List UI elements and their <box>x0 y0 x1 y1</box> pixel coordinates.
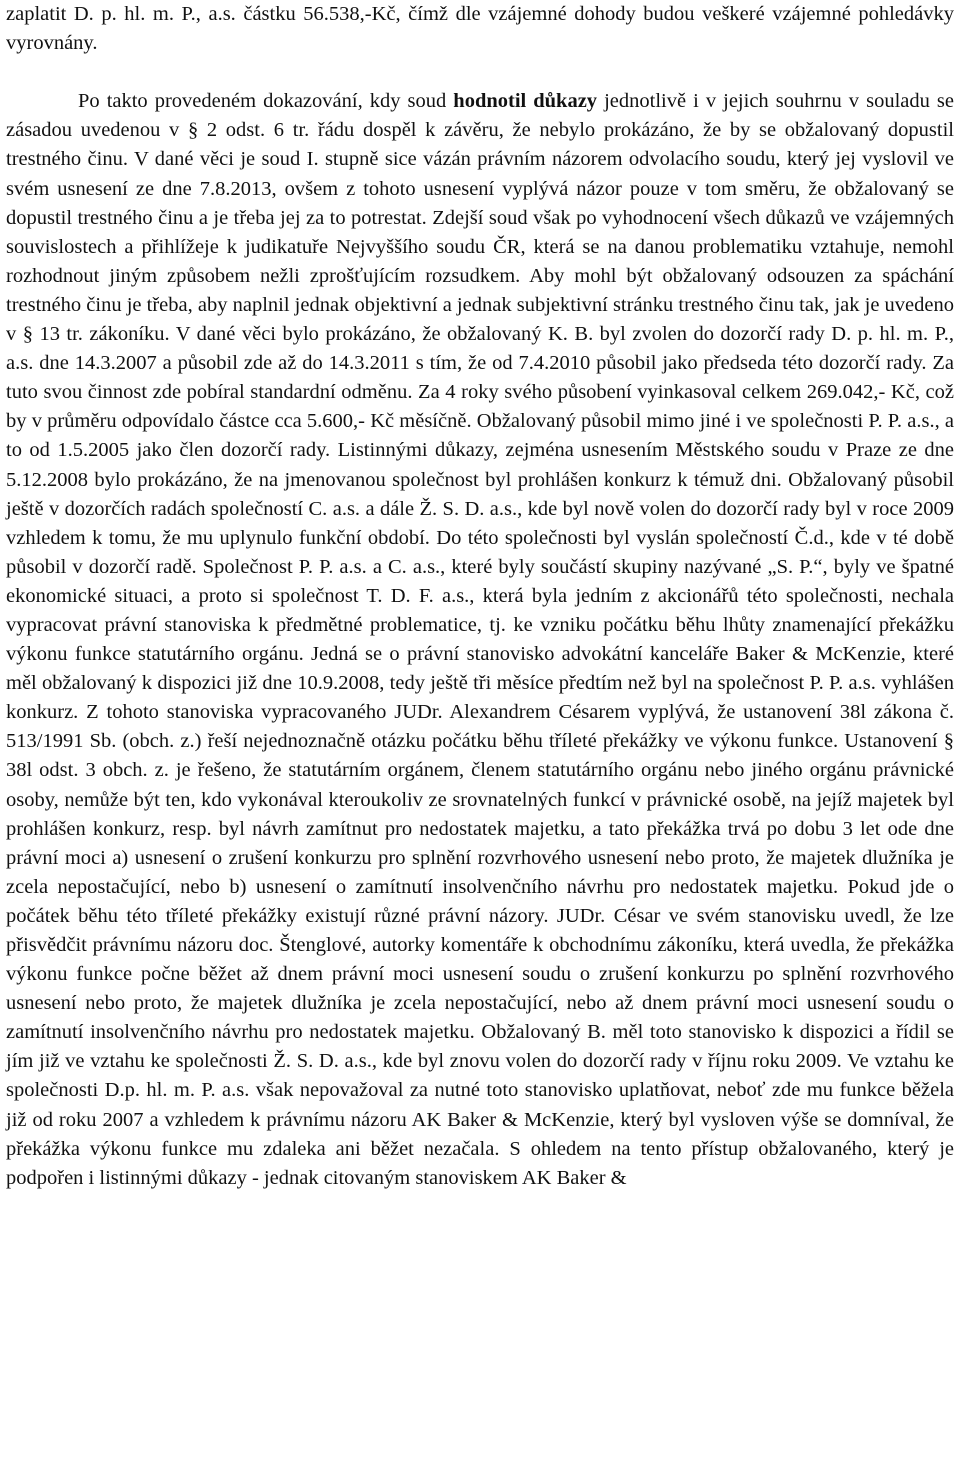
paragraph-evidence-evaluation <box>6 87 954 1193</box>
paragraph-continuation: zaplatit D. p. hl. m. P., a.s. částku 56.538,-Kč, čímž dle vzájemné dohody budou veškeré vzájemné pohledávky vyrovnány. <box>6 3 954 55</box>
bold-phrase: hodnotil důkazy <box>453 90 598 113</box>
document-page <box>6 0 954 1193</box>
paragraph-text-lead: Po takto provedeném dokazování, kdy soud <box>78 90 454 113</box>
paragraph-text-body: jednotlivě i v jejich souhrnu v souladu se zásadou uvedenou v § 2 odst. 6 tr. řádu dospěl k závěru, že nebylo prokázáno, že by se obžalovaný dopustil trestného činu. V dané věci je soud I. stupně sice vázán právním názorem odvolacího soudu, který jej vyslovil ve svém usnesení ze dne 7.8.2013, ovšem z tohoto usnesení vyplývá názor pouze v tom směru, že obžalovaný se dopustil trestného činu a je třeba jej za to potrestat. Zdejší soud však po vyhodnocení všech důkazů ve vzájemných souvislostech a přihlížeje k judikatuře Nejvyššího soudu ČR, která se na danou problematiku vztahuje, nemohl rozhodnout jiným způsobem nežli zprošťujícím rozsudkem. Aby mohl být obžalovaný odsouzen za spáchání trestného činu je třeba, aby naplnil jednak objektivní a jednak subjektivní stránku trestného činu tak, jak je uvedeno v § 13 tr. zákoníku. V dané věci bylo prokázáno, že obžalovaný K. B. byl zvolen do dozorčí rady D. p. hl. m. P., a.s. dne 14.3.2007 a působil zde až do 14.3.2011 s tím, že od 7.4.2010 působil jako předseda této dozorčí rady. Za tuto svou činnost zde pobíral standardní odměnu. Za 4 roky svého působení vyinkasoval celkem 269.042,- Kč, což by v průměru odpovídalo částce cca 5.600,- Kč měsíčně. Obžalovaný působil mimo jiné i ve společnosti P. P. a.s., a to od 1.5.2005 jako člen dozorčí rady. Listinnými důkazy, zejména usnesením Městského soudu v Praze ze dne 5.12.2008 bylo prokázáno, že na jmenovanou společnost byl prohlášen konkurz k témuž dni. Obžalovaný působil ještě v dozorčích radách společností C. a.s. a dále Ž. S. D. a.s., kde byl nově volen do dozorčí rady byl v roce 2009 vzhledem k tomu, že mu uplynulo funkční období. Do této společnosti byl vyslán společností Č.d., kde v té době působil v dozorčí radě. Společnost P. P. a.s. a C. a.s., které byly součástí skupiny nazývané „S. P.“, byly ve špatné ekonomické situaci, a proto si společnost T. D. F. a.s., která byla jedním z akcionářů této společnosti, nechala vypracovat právní stanoviska k předmětné problematice, tj. ke vzniku počátku běhu lhůty znamenající překážku výkonu funkce statutárního orgánu. Jedná se o právní stanovisko advokátní kanceláře Baker & McKenzie, které měl obžalovaný k dispozici již dne 10.9.2008, tedy ještě tři měsíce předtím než byl na společnost P. P. a.s. vyhlášen konkurz. Z tohoto stanoviska vypracovaného JUDr. Alexandrem Césarem vyplývá, že ustanovení 38l zákona č. 513/1991 Sb. (obch. z.) řeší nejednoznačně otázku počátku běhu tříleté překážky ve výkonu funkce. Ustanovení § 38l odst. 3 obch. z. je řešeno, že statutárním orgánem, členem statutárního orgánu nebo jiného orgánu právnické osoby, nemůže být ten, kdo vykonával kteroukoliv ze srovnatelných funkcí v právnické osobě, na jejíž majetek byl prohlášen konkurz, resp. byl návrh zamítnut pro nedostatek majetku, a tato překážka trvá po dobu 3 let ode dne právní moci a) usnesení o zrušení konkurzu pro splnění rozvrhového usnesení nebo proto, že majetek dlužníka je zcela nepostačující, nebo b) usnesení o zamítnutí insolvenčního návrhu pro nedostatek majetku. Pokud jde o počátek běhu této tříleté překážky existují různé právní názory. JUDr. César ve svém stanovisku uvedl, že lze přisvědčit právnímu názoru doc. Štenglové, autorky komentáře k obchodnímu zákoníku, která uvedla, že překážka výkonu funkce počne běžet až dnem právní moci usnesení soudu o zrušení konkurzu po splnění rozvrhového usnesení nebo proto, že majetek dlužníka je zcela nepostačující, nebo až dnem právní moci usnesení soudu o zamítnutí insolvenčního návrhu pro nedostatek majetku. Obžalovaný B. měl toto stanovisko k dispozici a řídil se jím již ve vztahu ke společnosti Ž. S. D. a.s., kde byl znovu volen do dozorčí rady v říjnu roku 2009. Ve vztahu ke společnosti D.p. hl. m. P. a.s. však nepovažoval za nutné toto stanovisko uplatňovat, neboť zde mu funkce běžela již od roku 2007 a vzhledem k právnímu názoru AK Baker & McKenzie, který byl vysloven výše se domníval, že překážka výkonu funkce mu zdaleka ani běžet nezačala. S ohledem na tento přístup obžalovaného, který je podpořen i listinnými důkazy - jednak citovaným stanoviskem AK Baker & <box>6 90 954 1189</box>
paragraph-gap <box>6 58 954 87</box>
